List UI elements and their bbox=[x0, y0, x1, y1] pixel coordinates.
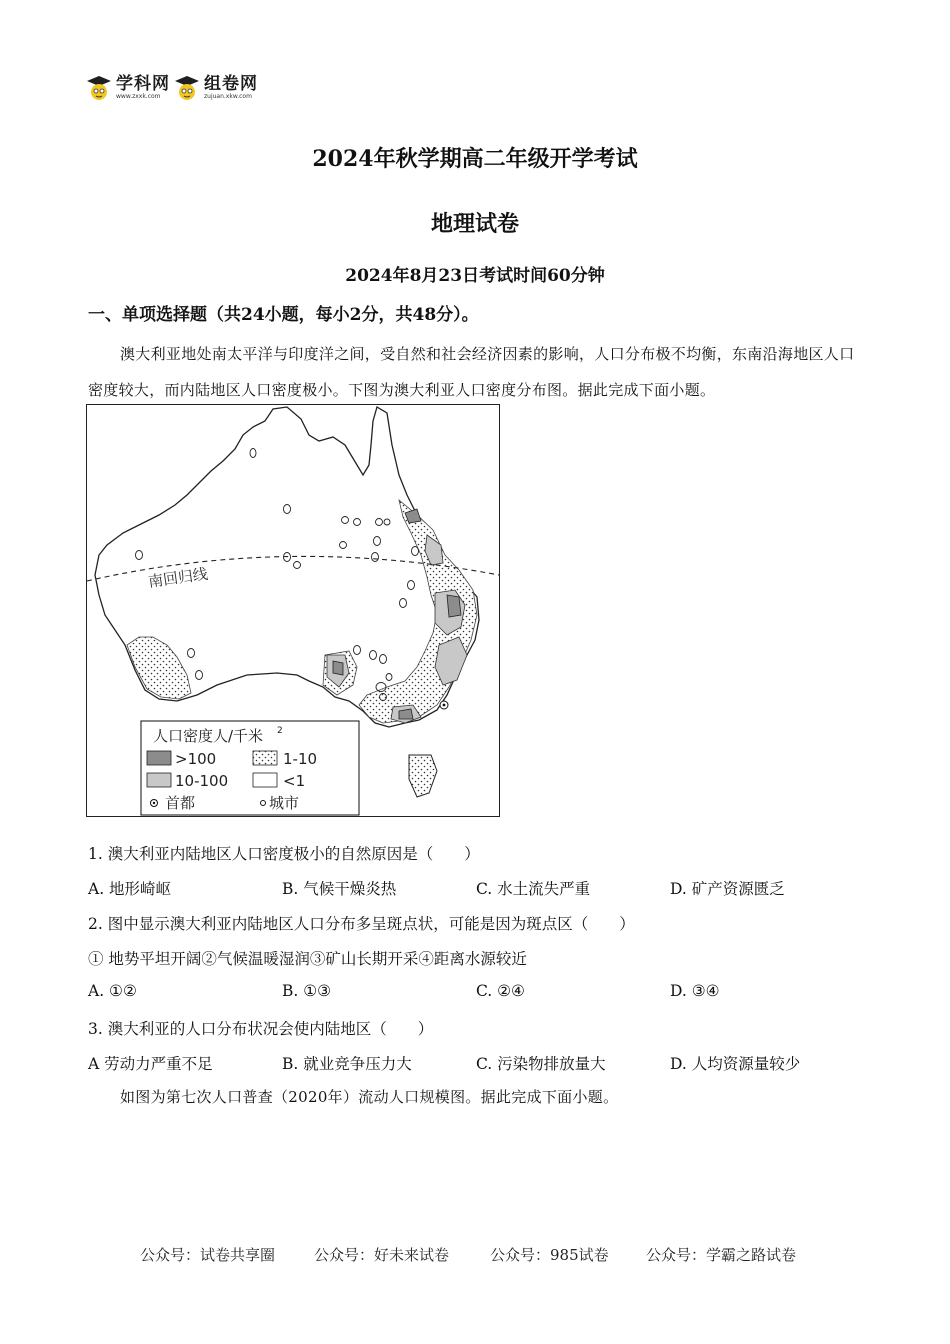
option-a[interactable]: A. ①② bbox=[88, 982, 137, 1000]
legend-item: 10-100 bbox=[175, 772, 229, 790]
question-stem: 2. 图中显示澳大利亚内陆地区人口分布多呈斑点状，可能是因为斑点区（ ） bbox=[88, 915, 635, 933]
brand-url: www.zxxk.com bbox=[116, 92, 161, 100]
option-a[interactable]: A 劳动力严重不足 bbox=[88, 1055, 213, 1073]
footer-item: 公众号：学霸之路试卷 bbox=[646, 1246, 797, 1264]
exam-info: 2024年8月23日考试时间60分钟 bbox=[345, 266, 605, 286]
legend-item: <1 bbox=[283, 772, 306, 790]
brand-name: 组卷网 bbox=[204, 73, 258, 94]
tasmania bbox=[409, 755, 437, 797]
option-d[interactable]: D. 人均资源量较少 bbox=[670, 1055, 801, 1073]
subject-title: 地理试卷 bbox=[430, 211, 519, 237]
footer-item: 公众号：好未来试卷 bbox=[314, 1246, 450, 1264]
legend-city-label: 城市 bbox=[269, 794, 300, 812]
graduate-cap-icon bbox=[174, 74, 200, 102]
map-legend bbox=[141, 721, 359, 815]
footer-item: 公众号：985试卷 bbox=[490, 1246, 609, 1264]
intro-paragraph-2: 如图为第七次人口普查（2020年）流动人口规模图。据此完成下面小题。 bbox=[120, 1088, 619, 1106]
brand-url: zujuan.xkw.com bbox=[204, 92, 252, 100]
exam-title: 2024年秋学期高二年级开学考试 bbox=[312, 146, 638, 172]
intro-paragraph: 澳大利亚地处南太平洋与印度洋之间，受自然和社会经济因素的影响，人口分布极不均衡，东南沿海地区人口密度较大，而内陆地区人口密度极小。下图为澳大利亚人口密度分布图。据此完成下面小题。 bbox=[88, 345, 855, 399]
option-c[interactable]: C. 污染物排放量大 bbox=[476, 1055, 606, 1073]
option-b[interactable]: B. 就业竞争压力大 bbox=[282, 1055, 412, 1073]
option-d[interactable]: D. 矿产资源匮乏 bbox=[670, 880, 785, 898]
legend-item: 1-10 bbox=[283, 750, 318, 768]
question-statements: ① 地势平坦开阔②气候温暖湿润③矿山长期开采④距离水源较近 bbox=[88, 950, 527, 968]
option-b[interactable]: B. 气候干燥炎热 bbox=[282, 880, 397, 898]
option-c[interactable]: C. 水土流失严重 bbox=[476, 880, 591, 898]
footer-item: 公众号：试卷共享圈 bbox=[140, 1246, 276, 1264]
question-stem: 3. 澳大利亚的人口分布状况会使内陆地区（ ） bbox=[88, 1020, 434, 1038]
legend-capital-label: 首都 bbox=[165, 794, 196, 812]
option-b[interactable]: B. ①③ bbox=[282, 982, 332, 1000]
graduate-cap-icon bbox=[86, 74, 112, 102]
logo bbox=[86, 72, 258, 104]
option-d[interactable]: D. ③④ bbox=[670, 982, 720, 1000]
brand-name: 学科网 bbox=[116, 73, 170, 94]
section-heading: 一、单项选择题（共24小题，每小2分，共48分）。 bbox=[88, 305, 479, 325]
option-c[interactable]: C. ②④ bbox=[476, 982, 525, 1000]
population-density-map bbox=[86, 404, 500, 817]
option-a[interactable]: A. 地形崎岖 bbox=[88, 880, 172, 898]
legend-title-sup: 2 bbox=[277, 726, 283, 736]
legend-title: 人口密度人/千米 bbox=[153, 727, 264, 745]
tropic-label: 南回归线 bbox=[147, 564, 209, 591]
question-stem: 1. 澳大利亚内陆地区人口密度极小的自然原因是（ ） bbox=[88, 845, 480, 863]
legend-item: >100 bbox=[175, 750, 217, 768]
